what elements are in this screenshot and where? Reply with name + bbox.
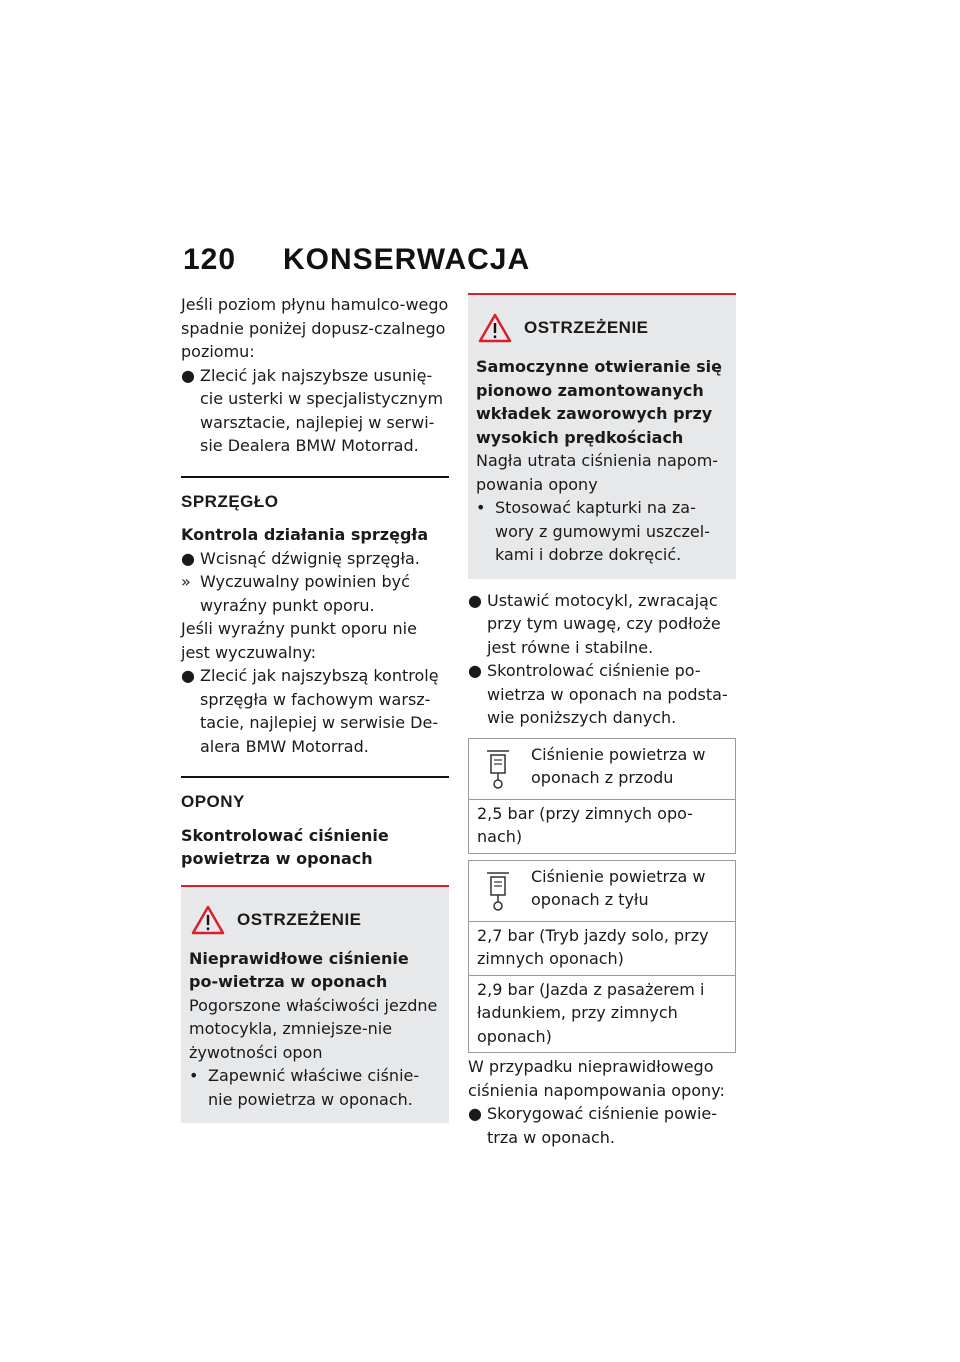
- warning-text: Pogorszone właściwości jezdne motocykla, zmniejsze-nie żywotności opon: [189, 995, 438, 1062]
- list-item: ● Skontrolować ciśnienie po-wietrza w oponach na podsta-wie poniższych danych.: [468, 659, 736, 730]
- list-item: • Stosować kapturki na za-wory z gumowymi uszczel-kami i dobrze dokręcić.: [476, 496, 728, 567]
- bullet-icon: ●: [181, 666, 195, 685]
- warning-title: OSTRZEŻENIE: [237, 909, 362, 929]
- bullet-icon: •: [476, 498, 486, 517]
- section-title: OPONY: [181, 792, 245, 811]
- result-arrow-icon: »: [181, 572, 191, 591]
- clutch-condition: Jeśli wyraźny punkt oporu nie jest wyczuwalny:: [181, 619, 417, 662]
- bullet-icon: ●: [468, 661, 482, 680]
- list-item: ● Ustawić motocykl, zwracając przy tym uwagę, czy podłoże jest równe i stabilne.: [468, 589, 736, 660]
- warning-box: [181, 885, 449, 1124]
- bullet-icon: ●: [468, 1104, 482, 1123]
- table-row: 2,5 bar (przy zimnych opo-nach): [477, 803, 693, 846]
- tyres-section: [181, 776, 449, 871]
- subsection-title: Kontrola działania sprzęgła: [181, 525, 429, 544]
- warning-subtitle: Samoczynne otwieranie się pionowo zamontowanych wkładek zaworowych przy wysokich prędkościach: [476, 357, 723, 447]
- list-item: ● Wcisnąć dźwignię sprzęgła.: [181, 547, 449, 571]
- tyre-pressure-gauge-icon: [481, 869, 515, 913]
- tyre-pressure-gauge-icon: [481, 747, 515, 791]
- brake-fluid-intro: Jeśli poziom płynu hamulco-wego spadnie poniżej dopusz-czalnego poziomu:: [181, 295, 449, 361]
- rear-pressure-table: [468, 860, 736, 1054]
- warning-triangle-icon: [478, 313, 512, 343]
- pressure-condition: W przypadku nieprawidłowego ciśnienia napompowania opony:: [468, 1057, 725, 1100]
- table-label: Ciśnienie powietrza w oponach z tyłu: [531, 866, 706, 909]
- table-label: Ciśnienie powietrza w oponach z przodu: [531, 744, 706, 787]
- bullet-icon: ●: [181, 548, 195, 568]
- bullet-icon: ●: [181, 365, 195, 385]
- table-row: 2,7 bar (Tryb jazdy solo, przy zimnych oponach): [477, 925, 709, 968]
- bullet-icon: •: [189, 1066, 199, 1085]
- left-column: [181, 293, 449, 1123]
- list-item: • Zapewnić właściwe ciśnie-nie powietrza w oponach.: [189, 1064, 441, 1111]
- list-item: ● Skorygować ciśnienie powie-trza w oponach.: [468, 1102, 736, 1149]
- front-pressure-table: [468, 738, 736, 854]
- warning-title: OSTRZEŻENIE: [524, 318, 649, 338]
- list-item: ● Zlecić jak najszybszą kontrolę sprzęgła w fachowym warsz-tacie, najlepiej w serwisie De-alera BMW Motorrad.: [181, 664, 449, 758]
- result-item: » Wyczuwalny powinien być wyraźny punkt oporu.: [181, 570, 449, 617]
- warning-box: [468, 293, 736, 579]
- page-header: [183, 243, 530, 277]
- page-number: 120: [183, 243, 237, 276]
- section-title: SPRZĘGŁO: [181, 491, 279, 511]
- table-row: 2,9 bar (Jazda z pasażerem i ładunkiem, przy zimnych oponach): [469, 975, 735, 1053]
- warning-triangle-icon: [191, 905, 225, 935]
- bullet-icon: ●: [468, 590, 482, 610]
- subsection-title: Skontrolować ciśnienie powietrza w oponach: [181, 825, 389, 868]
- clutch-section: [181, 476, 449, 759]
- chapter-title: KONSERWACJA: [283, 243, 531, 276]
- warning-text: Nagła utrata ciśnienia napom-powania opony: [476, 451, 719, 494]
- list-item: ● Zlecić jak najszybsze usunię-cie usterki w specjalistycznym warsztacie, najlepiej w serwi-sie Dealera BMW Motorrad.: [181, 364, 449, 458]
- right-column: [468, 293, 736, 1149]
- warning-subtitle: Nieprawidłowe ciśnienie po-wietrza w oponach: [189, 948, 409, 991]
